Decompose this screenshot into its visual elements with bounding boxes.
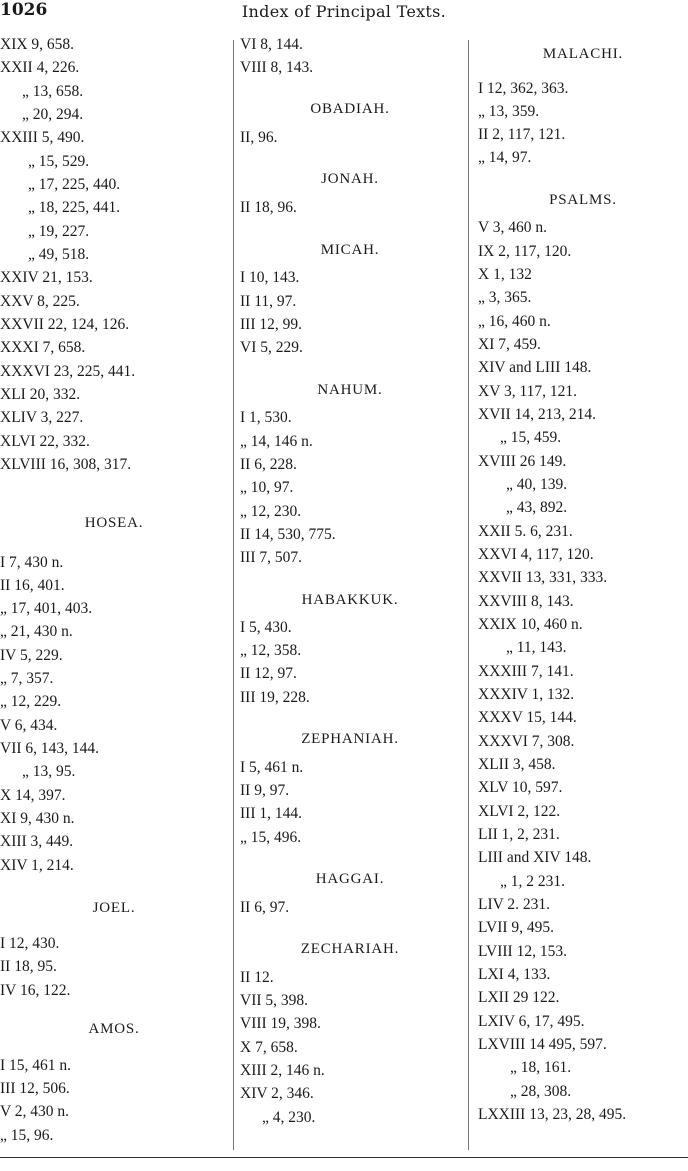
index-entry: V 6, 434. — [0, 717, 58, 734]
index-entry: XVIII 26 149. — [478, 453, 567, 470]
index-entry: II 18, 96. — [240, 199, 297, 216]
index-entry: „ 4, 230. — [262, 1109, 316, 1126]
index-entry: III 19, 228. — [240, 689, 310, 706]
index-entry: „ 17, 225, 440. — [28, 176, 121, 193]
book-heading: PSALMS. — [549, 192, 617, 208]
index-entry: „ 21, 430 n. — [0, 623, 73, 640]
index-entry: I 1, 530. — [240, 409, 292, 426]
index-entry: XIV 1, 214. — [0, 857, 74, 874]
book-heading: HAGGAI. — [315, 871, 385, 887]
index-entry: VIII 8, 143. — [240, 59, 314, 76]
index-entry: XXIX 10, 460 n. — [478, 616, 583, 633]
index-entry: „ 14, 97. — [478, 149, 532, 166]
index-entry: „ 20, 294. — [22, 106, 84, 123]
index-entry: XXVIII 8, 143. — [478, 593, 574, 610]
index-entry: XI 7, 459. — [478, 336, 541, 353]
index-entry: LXXIII 13, 23, 28, 495. — [478, 1106, 627, 1123]
index-entry: VI 8, 144. — [240, 36, 303, 53]
index-entry: V 3, 460 n. — [478, 219, 548, 236]
footer-rule — [0, 1157, 688, 1158]
index-entry: XIII 2, 146 n. — [240, 1062, 325, 1079]
index-entry: XXXIII 7, 141. — [478, 663, 574, 680]
page-header — [0, 0, 688, 26]
index-entry: V 2, 430 n. — [0, 1103, 70, 1120]
index-entry: III 1, 144. — [240, 805, 302, 822]
index-entry: XLII 3, 458. — [478, 756, 556, 773]
index-entry: XXIII 5, 490. — [0, 129, 85, 146]
index-entry: XIII 3, 449. — [0, 833, 74, 850]
index-entry: XLVI 2, 122. — [478, 803, 561, 820]
index-entry: „ 43, 892. — [506, 499, 568, 516]
index-entry: X 1, 132 — [478, 266, 532, 283]
index-entry: VIII 19, 398. — [240, 1015, 321, 1032]
index-entry: LIV 2. 231. — [478, 896, 551, 913]
index-entry: XXXVI 7, 308. — [478, 733, 575, 750]
column-divider — [468, 40, 469, 1150]
index-entry: VII 6, 143, 144. — [0, 740, 100, 757]
index-entry: „ 49, 518. — [28, 246, 90, 263]
index-entry: II, 96. — [240, 129, 278, 146]
index-entry: „ 12, 358. — [240, 642, 302, 659]
book-heading: MALACHI. — [542, 46, 624, 62]
index-entry: VI 5, 229. — [240, 339, 303, 356]
index-entry: „ 16, 460 n. — [478, 313, 551, 330]
book-heading: MICAH. — [320, 242, 380, 258]
index-entry: LVII 9, 495. — [478, 919, 555, 936]
book-heading: HOSEA. — [84, 515, 144, 531]
index-entry: XXVI 4, 117, 120. — [478, 546, 594, 563]
index-entry: II 12, 97. — [240, 665, 297, 682]
index-entry: „ 17, 401, 403. — [0, 600, 93, 617]
index-entry: „ 13, 658. — [22, 83, 84, 100]
index-entry: „ 12, 230. — [240, 503, 302, 520]
index-entry: „ 13, 359. — [478, 103, 540, 120]
index-entry: I 7, 430 n. — [0, 554, 64, 571]
index-entry: „ 15, 529. — [28, 153, 90, 170]
index-entry: „ 18, 161. — [510, 1059, 572, 1076]
index-entry: LII 1, 2, 231. — [478, 826, 560, 843]
index-entry: XLI 20, 332. — [0, 386, 81, 403]
running-title: Index of Principal Texts. — [241, 2, 447, 21]
index-entry: II 11, 97. — [240, 293, 297, 310]
index-entry: „ 12, 229. — [0, 693, 62, 710]
index-entry: „ 15, 96. — [0, 1127, 54, 1144]
index-entry: XI 9, 430 n. — [0, 810, 75, 827]
index-entry: LXVIII 14 495, 597. — [478, 1036, 607, 1053]
book-heading: AMOS. — [88, 1021, 140, 1037]
index-entry: LXII 29 122. — [478, 989, 560, 1006]
index-entry: VII 5, 398. — [240, 992, 309, 1009]
index-entry: XLIV 3, 227. — [0, 409, 84, 426]
index-entry: III 7, 507. — [240, 549, 302, 566]
index-entry: I 5, 461 n. — [240, 759, 304, 776]
index-entry: II 9, 97. — [240, 782, 290, 799]
index-entry: X 14, 397. — [0, 787, 66, 804]
book-heading: OBADIAH. — [310, 101, 390, 117]
index-entry: XXII 5. 6, 231. — [478, 523, 573, 540]
book-heading: JOEL. — [92, 900, 136, 916]
index-entry: X 7, 658. — [240, 1039, 298, 1056]
index-entry: II 12. — [240, 969, 274, 986]
index-entry: „ 3, 365. — [478, 289, 532, 306]
index-entry: LXI 4, 133. — [478, 966, 551, 983]
index-entry: I 12, 362, 363. — [478, 80, 569, 97]
index-entry: „ 15, 459. — [500, 429, 562, 446]
index-entry: LVIII 12, 153. — [478, 943, 567, 960]
index-entry: XXV 8, 225. — [0, 293, 80, 310]
index-entry: XXII 4, 226. — [0, 59, 80, 76]
book-heading: ZECHARIAH. — [300, 941, 400, 957]
index-entry: XXVII 22, 124, 126. — [0, 316, 130, 333]
index-entry: XLV 10, 597. — [478, 779, 563, 796]
index-entry: II 6, 97. — [240, 899, 290, 916]
page-number: 1026 — [0, 0, 48, 20]
index-entry: „ 40, 139. — [506, 476, 568, 493]
index-entry: „ 10, 97. — [240, 479, 294, 496]
index-entry: III 12, 99. — [240, 316, 302, 333]
column-divider — [233, 40, 234, 1150]
index-entry: I 15, 461 n. — [0, 1057, 72, 1074]
index-entry: II 2, 117, 121. — [478, 126, 566, 143]
index-entry: XXXI 7, 658. — [0, 339, 86, 356]
index-entry: II 16, 401. — [0, 577, 65, 594]
index-entry: XXVII 13, 331, 333. — [478, 569, 608, 586]
index-entry: XIX 9, 658. — [0, 36, 75, 53]
index-entry: LXIV 6, 17, 495. — [478, 1013, 585, 1030]
index-entry: II 14, 530, 775. — [240, 526, 336, 543]
index-entry: „ 13, 95. — [22, 763, 76, 780]
index-entry: „ 7, 357. — [0, 670, 54, 687]
index-entry: XLVIII 16, 308, 317. — [0, 456, 132, 473]
index-entry: XIV 2, 346. — [240, 1085, 314, 1102]
book-heading: HABAKKUK. — [301, 592, 399, 608]
index-entry: I 5, 430. — [240, 619, 292, 636]
index-entry: XV 3, 117, 121. — [478, 383, 578, 400]
book-heading: ZEPHANIAH. — [301, 731, 399, 747]
index-entry: „ 1, 2 231. — [500, 873, 566, 890]
index-entry: XXXV 15, 144. — [478, 709, 577, 726]
index-entry: IX 2, 117, 120. — [478, 243, 572, 260]
index-entry: „ 18, 225, 441. — [28, 199, 121, 216]
index-entry: XXXVI 23, 225, 441. — [0, 363, 136, 380]
index-entry: XXXIV 1, 132. — [478, 686, 575, 703]
index-entry: „ 11, 143. — [506, 639, 567, 656]
index-entry: II 6, 228. — [240, 456, 297, 473]
index-entry: „ 19, 227. — [28, 223, 90, 240]
book-heading: NAHUM. — [317, 382, 383, 398]
index-entry: „ 28, 308. — [510, 1083, 572, 1100]
index-entry: XVII 14, 213, 214. — [478, 406, 596, 423]
index-entry: „ 14, 146 n. — [240, 433, 313, 450]
index-entry: I 12, 430. — [0, 935, 60, 952]
index-entry: XIV and LIII 148. — [478, 359, 592, 376]
index-entry: III 12, 506. — [0, 1080, 70, 1097]
index-entry: IV 5, 229. — [0, 647, 63, 664]
index-entry: II 18, 95. — [0, 958, 57, 975]
index-entry: LIII and XIV 148. — [478, 849, 592, 866]
book-heading: JONAH. — [321, 171, 379, 187]
index-entry: „ 15, 496. — [240, 829, 302, 846]
index-entry: XLVI 22, 332. — [0, 433, 90, 450]
index-entry: I 10, 143. — [240, 269, 300, 286]
index-entry: IV 16, 122. — [0, 982, 71, 999]
index-entry: XXIV 21, 153. — [0, 269, 93, 286]
